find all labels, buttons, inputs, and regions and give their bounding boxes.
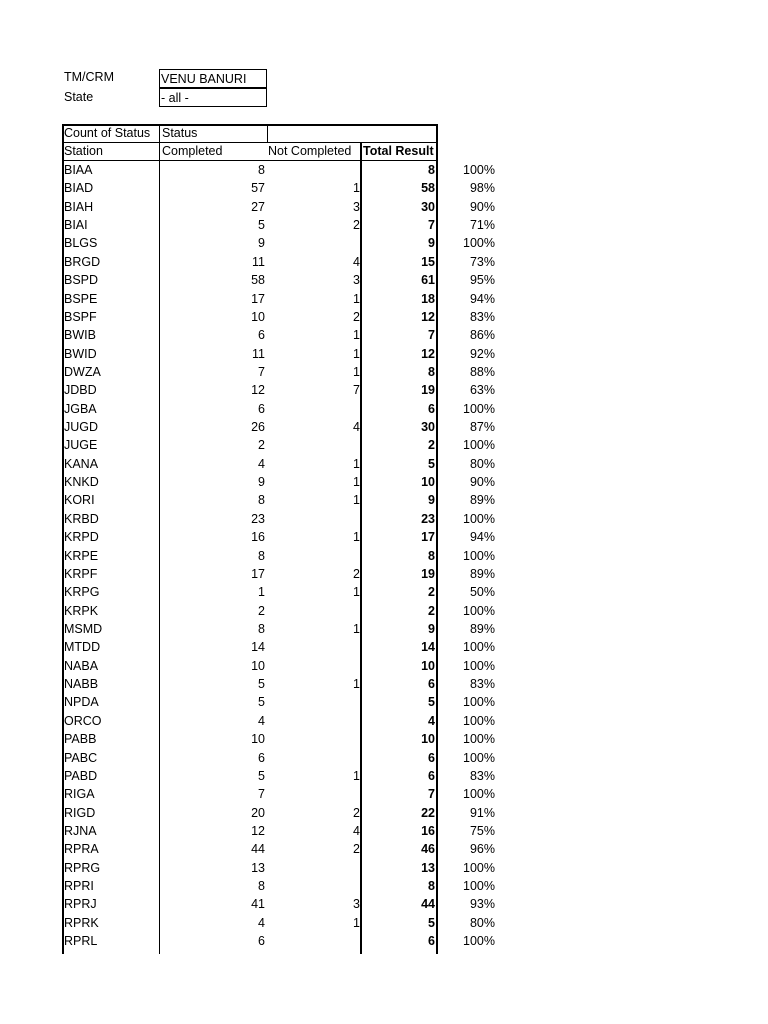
- table-row: [0, 326, 768, 344]
- table-row: [0, 712, 768, 730]
- completed-cell: 8: [258, 493, 265, 508]
- station-cell: NABA: [64, 658, 99, 673]
- station-cell: DWZA: [64, 364, 101, 379]
- not-completed-cell: [268, 547, 360, 565]
- table-row: [0, 234, 768, 252]
- not-completed-cell: [268, 234, 360, 252]
- completed-cell: 14: [251, 640, 265, 655]
- total-cell: 19: [421, 566, 435, 581]
- not-completed-cell: 2: [353, 218, 360, 233]
- station-cell: RPRK: [64, 915, 99, 930]
- total-cell: 16: [421, 823, 435, 838]
- station-cell: JUGE: [64, 438, 98, 453]
- percent-cell: 100%: [463, 934, 495, 949]
- station-cell: BSPF: [64, 309, 97, 324]
- station-cell: BRGD: [64, 254, 101, 269]
- total-cell: 22: [421, 805, 435, 820]
- completed-cell: 6: [258, 401, 265, 416]
- station-cell: RPRJ: [64, 897, 97, 912]
- percent-cell: 88%: [469, 364, 495, 379]
- not-completed-cell: [268, 161, 360, 179]
- table-row: [0, 657, 768, 675]
- total-cell: 8: [428, 879, 435, 894]
- table-row: [0, 179, 768, 197]
- percent-cell: 100%: [463, 438, 495, 453]
- table-row: [0, 473, 768, 491]
- table-row: [0, 932, 768, 950]
- percent-cell: 86%: [469, 328, 495, 343]
- percent-cell: 89%: [469, 566, 495, 581]
- percent-cell: 90%: [469, 475, 495, 490]
- total-cell: 6: [428, 934, 435, 949]
- table-row: [0, 363, 768, 381]
- table-row: [0, 804, 768, 822]
- completed-cell: 16: [251, 530, 265, 545]
- not-completed-cell: 4: [353, 254, 360, 269]
- station-cell: KANA: [64, 456, 99, 471]
- table-row: [0, 381, 768, 399]
- percent-cell: 100%: [463, 603, 495, 618]
- total-cell: 19: [421, 383, 435, 398]
- total-cell: 5: [428, 915, 435, 930]
- not-completed-cell: 2: [353, 842, 360, 857]
- station-cell: BIAA: [64, 163, 93, 177]
- percent-cell: 71%: [469, 218, 495, 233]
- percent-cell: 100%: [463, 879, 495, 894]
- total-cell: 9: [428, 236, 435, 251]
- table-row: [0, 547, 768, 565]
- completed-cell: 6: [258, 750, 265, 765]
- table-row: [0, 345, 768, 363]
- completed-cell: 17: [251, 291, 265, 306]
- percent-cell: 100%: [463, 401, 495, 416]
- corner-label: Count of Status: [64, 126, 151, 140]
- total-cell: 10: [421, 658, 435, 673]
- completed-cell: 9: [258, 475, 265, 490]
- table-row: [0, 840, 768, 858]
- tm-crm-value-box[interactable]: [159, 69, 267, 88]
- not-completed-cell: 1: [353, 493, 360, 508]
- total-cell: 46: [421, 842, 435, 857]
- total-cell: 6: [428, 677, 435, 692]
- percent-cell: 89%: [469, 493, 495, 508]
- table-row: [0, 491, 768, 509]
- total-cell: 13: [421, 860, 435, 875]
- not-completed-cell: [268, 749, 360, 767]
- percent-cell: 94%: [469, 530, 495, 545]
- total-cell: 30: [421, 199, 435, 214]
- table-row: [0, 914, 768, 932]
- percent-cell: 98%: [469, 181, 495, 196]
- total-cell: 17: [421, 530, 435, 545]
- completed-cell: 8: [258, 548, 265, 563]
- table-row: [0, 271, 768, 289]
- percent-cell: 100%: [463, 860, 495, 875]
- completed-cell: 5: [258, 768, 265, 783]
- total-cell: 6: [428, 768, 435, 783]
- table-row: [0, 767, 768, 785]
- state-label: State: [64, 90, 94, 104]
- not-completed-cell: 4: [353, 823, 360, 838]
- station-cell: PABC: [64, 750, 98, 765]
- table-row: [0, 749, 768, 767]
- station-cell: KRPF: [64, 566, 98, 581]
- completed-cell: 5: [258, 677, 265, 692]
- not-completed-cell: 4: [353, 420, 360, 435]
- not-completed-cell: 1: [353, 364, 360, 379]
- station-cell: KNKD: [64, 475, 99, 490]
- completed-cell: 27: [251, 199, 265, 214]
- station-cell: MTDD: [64, 640, 101, 655]
- not-completed-cell: 2: [353, 566, 360, 581]
- completed-cell: 12: [251, 383, 265, 398]
- completed-cell: 6: [258, 934, 265, 949]
- percent-cell: 100%: [463, 548, 495, 563]
- percent-cell: 100%: [463, 713, 495, 728]
- station-cell: KRPD: [64, 530, 99, 545]
- total-cell: 5: [428, 695, 435, 710]
- not-completed-cell: 3: [353, 897, 360, 912]
- not-completed-cell: 1: [353, 622, 360, 636]
- percent-cell: 80%: [469, 915, 495, 930]
- not-completed-cell: 7: [353, 383, 360, 398]
- not-completed-cell: [268, 877, 360, 895]
- completed-cell: 10: [251, 309, 265, 324]
- station-cell: BIAI: [64, 218, 88, 233]
- not-completed-cell: 1: [353, 677, 360, 692]
- table-row: [0, 161, 768, 179]
- percent-cell: 83%: [469, 309, 495, 324]
- total-cell: 7: [428, 218, 435, 233]
- station-cell: BSPD: [64, 273, 99, 288]
- total-cell: 15: [421, 254, 435, 269]
- completed-cell: 6: [258, 328, 265, 343]
- percent-cell: 100%: [463, 511, 495, 526]
- table-row: [0, 675, 768, 693]
- table-row: [0, 418, 768, 436]
- completed-cell: 58: [251, 273, 265, 288]
- station-cell: JGBA: [64, 401, 97, 416]
- not-completed-cell: 1: [353, 328, 360, 343]
- completed-cell: 41: [251, 897, 265, 912]
- total-cell: 7: [428, 787, 435, 802]
- percent-cell: 75%: [469, 823, 495, 838]
- total-cell: 12: [421, 309, 435, 324]
- station-cell: BWIB: [64, 328, 96, 343]
- not-completed-cell: 1: [353, 475, 360, 490]
- percent-cell: 73%: [469, 254, 495, 269]
- station-cell: RPRI: [64, 879, 94, 894]
- state-value: - all -: [161, 91, 189, 105]
- not-completed-cell: [268, 730, 360, 748]
- not-completed-cell: [268, 932, 360, 950]
- completed-cell: 2: [258, 603, 265, 618]
- total-cell: 23: [421, 511, 435, 526]
- not-completed-cell: [268, 436, 360, 454]
- not-completed-cell: 1: [353, 585, 360, 600]
- percent-cell: 89%: [469, 622, 495, 636]
- header-status-separator: [267, 124, 268, 143]
- total-cell: 61: [421, 273, 435, 288]
- total-cell: 12: [421, 346, 435, 361]
- percent-cell: 87%: [469, 420, 495, 435]
- not-completed-cell: [268, 693, 360, 711]
- table-row: [0, 216, 768, 234]
- tm-crm-value: VENU BANURI: [161, 72, 247, 86]
- not-completed-cell: 1: [353, 346, 360, 361]
- not-completed-cell: 1: [353, 768, 360, 783]
- not-completed-cell: [268, 400, 360, 418]
- total-cell: 18: [421, 291, 435, 306]
- station-cell: PABB: [64, 732, 97, 747]
- percent-cell: 100%: [463, 163, 495, 177]
- table-row: [0, 290, 768, 308]
- completed-cell: 4: [258, 915, 265, 930]
- percent-cell: 91%: [469, 805, 495, 820]
- column-field-label[interactable]: Status: [162, 126, 198, 140]
- table-row: [0, 895, 768, 913]
- total-cell: 2: [428, 585, 435, 600]
- station-cell: KRPG: [64, 585, 100, 600]
- not-completed-cell: 2: [353, 309, 360, 324]
- station-cell: BWID: [64, 346, 97, 361]
- completed-cell: 20: [251, 805, 265, 820]
- completed-cell: 23: [251, 511, 265, 526]
- total-cell: 10: [421, 475, 435, 490]
- not-completed-cell: 1: [353, 530, 360, 545]
- completed-cell: 10: [251, 732, 265, 747]
- completed-cell: 44: [251, 842, 265, 857]
- station-cell: RIGA: [64, 787, 95, 802]
- percent-cell: 93%: [469, 897, 495, 912]
- table-row: [0, 822, 768, 840]
- table-row: [0, 583, 768, 601]
- station-cell: RIGD: [64, 805, 96, 820]
- station-cell: ORCO: [64, 713, 102, 728]
- completed-cell: 10: [251, 658, 265, 673]
- station-cell: RPRG: [64, 860, 101, 875]
- completed-cell: 7: [258, 787, 265, 802]
- not-completed-cell: [268, 859, 360, 877]
- total-cell: 5: [428, 456, 435, 471]
- tm-crm-label: TM/CRM: [64, 70, 114, 84]
- total-cell: 8: [428, 548, 435, 563]
- station-cell: RPRL: [64, 934, 98, 949]
- completed-cell: 8: [258, 622, 265, 636]
- table-row: [0, 877, 768, 895]
- not-completed-cell: [268, 785, 360, 803]
- percent-cell: 83%: [469, 677, 495, 692]
- station-cell: NPDA: [64, 695, 99, 710]
- table-row: [0, 620, 768, 638]
- completed-cell: 4: [258, 456, 265, 471]
- completed-cell: 2: [258, 438, 265, 453]
- not-completed-cell: 3: [353, 199, 360, 214]
- table-row: [0, 510, 768, 528]
- completed-cell: 13: [251, 860, 265, 875]
- not-completed-cell: 1: [353, 456, 360, 471]
- not-completed-cell: [268, 602, 360, 620]
- table-row: [0, 785, 768, 803]
- station-cell: KRPK: [64, 603, 99, 618]
- percent-cell: 100%: [463, 695, 495, 710]
- not-completed-cell: [268, 657, 360, 675]
- not-completed-header: Not Completed: [268, 144, 352, 158]
- table-row: [0, 400, 768, 418]
- percent-cell: 100%: [463, 640, 495, 655]
- not-completed-cell: [268, 712, 360, 730]
- percent-cell: 80%: [469, 456, 495, 471]
- state-value-box[interactable]: [159, 88, 267, 107]
- station-cell: BIAH: [64, 199, 94, 214]
- total-cell: 8: [428, 364, 435, 379]
- station-cell: KRPE: [64, 548, 99, 563]
- completed-cell: 7: [258, 364, 265, 379]
- table-row: [0, 308, 768, 326]
- total-cell: 7: [428, 328, 435, 343]
- percent-cell: 94%: [469, 291, 495, 306]
- station-cell: RPRA: [64, 842, 99, 857]
- percent-cell: 50%: [469, 585, 495, 600]
- completed-cell: 8: [258, 879, 265, 894]
- station-cell: JDBD: [64, 383, 97, 398]
- table-row: [0, 436, 768, 454]
- table-row: [0, 693, 768, 711]
- station-cell: BSPE: [64, 291, 98, 306]
- percent-cell: 90%: [469, 199, 495, 214]
- total-cell: 2: [428, 603, 435, 618]
- station-cell: BIAD: [64, 181, 94, 196]
- total-result-header: Total Result: [363, 144, 434, 158]
- total-cell: 30: [421, 420, 435, 435]
- not-completed-cell: 1: [353, 181, 360, 196]
- completed-header: Completed: [162, 144, 223, 158]
- percent-cell: 100%: [463, 236, 495, 251]
- table-row: [0, 455, 768, 473]
- percent-cell: 100%: [463, 750, 495, 765]
- station-cell: JUGD: [64, 420, 99, 435]
- table-row: [0, 528, 768, 546]
- total-cell: 6: [428, 750, 435, 765]
- completed-cell: 11: [252, 346, 265, 361]
- percent-cell: 100%: [463, 732, 495, 747]
- not-completed-cell: 3: [353, 273, 360, 288]
- not-completed-cell: 1: [353, 291, 360, 306]
- station-cell: PABD: [64, 768, 98, 783]
- completed-cell: 57: [251, 181, 265, 196]
- completed-cell: 12: [251, 823, 265, 838]
- percent-cell: 83%: [469, 768, 495, 783]
- station-cell: MSMD: [64, 622, 103, 636]
- not-completed-cell: [268, 638, 360, 656]
- row-field-label[interactable]: Station: [64, 144, 103, 158]
- total-cell: 14: [421, 640, 435, 655]
- completed-cell: 8: [258, 163, 265, 177]
- total-cell: 58: [421, 181, 435, 196]
- total-cell: 10: [421, 732, 435, 747]
- percent-cell: 63%: [469, 383, 495, 398]
- table-row: [0, 253, 768, 271]
- station-cell: KORI: [64, 493, 95, 508]
- completed-cell: 11: [252, 254, 265, 269]
- percent-cell: 100%: [463, 787, 495, 802]
- completed-cell: 4: [258, 713, 265, 728]
- completed-cell: 9: [258, 236, 265, 251]
- station-cell: KRBD: [64, 511, 99, 526]
- table-row: [0, 638, 768, 656]
- table-row: [0, 565, 768, 583]
- completed-cell: 1: [258, 585, 265, 600]
- completed-cell: 17: [251, 566, 265, 581]
- table-row: [0, 198, 768, 216]
- total-cell: 4: [428, 713, 435, 728]
- percent-cell: 100%: [463, 658, 495, 673]
- completed-cell: 5: [258, 218, 265, 233]
- not-completed-cell: [268, 510, 360, 528]
- not-completed-cell: 1: [353, 915, 360, 930]
- percent-cell: 95%: [469, 273, 495, 288]
- table-row: [0, 602, 768, 620]
- station-cell: BLGS: [64, 236, 98, 251]
- total-cell: 8: [428, 163, 435, 177]
- percent-cell: 92%: [469, 346, 495, 361]
- total-cell: 6: [428, 401, 435, 416]
- completed-cell: 26: [251, 420, 265, 435]
- total-cell: 44: [421, 897, 435, 912]
- table-row: [0, 730, 768, 748]
- total-cell: 2: [428, 438, 435, 453]
- total-cell: 9: [428, 622, 435, 636]
- total-cell: 9: [428, 493, 435, 508]
- not-completed-cell: 2: [353, 805, 360, 820]
- station-cell: NABB: [64, 677, 99, 692]
- station-cell: RJNA: [64, 823, 97, 838]
- percent-cell: 96%: [469, 842, 495, 857]
- completed-cell: 5: [258, 695, 265, 710]
- table-row: [0, 859, 768, 877]
